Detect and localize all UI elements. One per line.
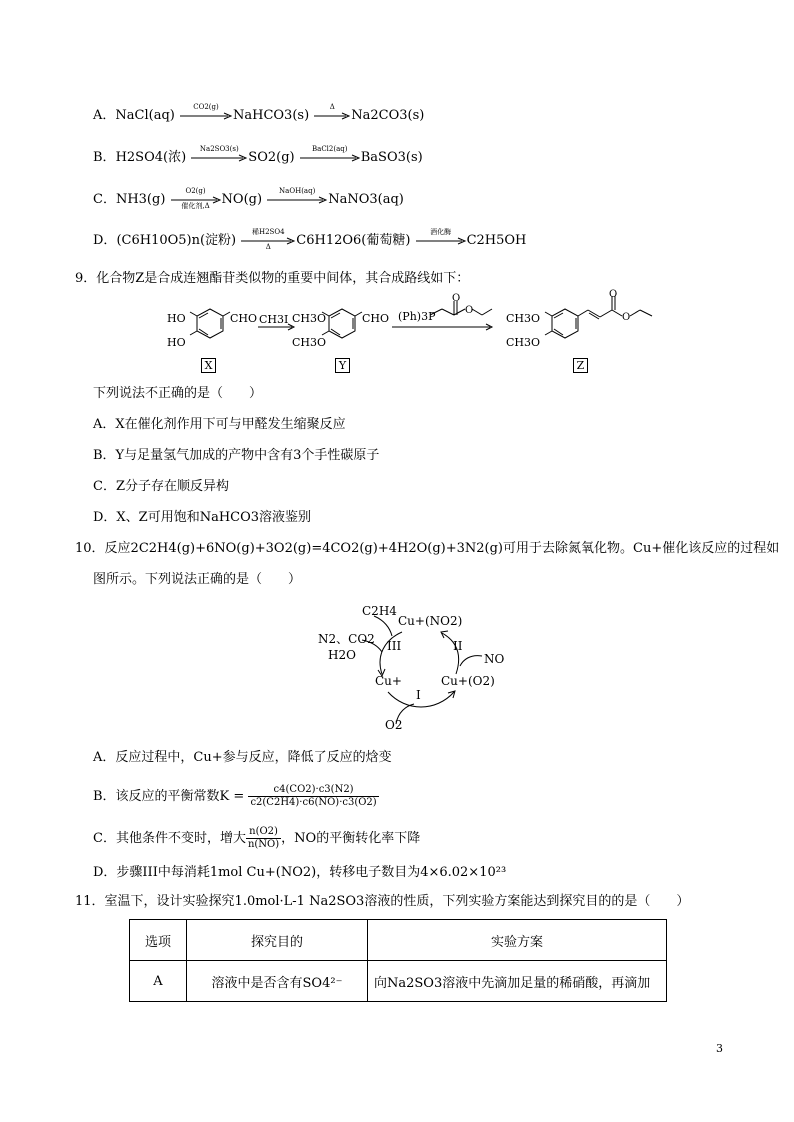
y-och3-bottom: CH3O	[292, 336, 327, 349]
z-och3-bottom: CH3O	[506, 336, 541, 349]
q8a-start: NaCl(aq)	[115, 108, 175, 123]
x-cho: CHO	[230, 312, 258, 325]
header-purpose: 探究目的	[187, 920, 368, 961]
reaction-arrow: 稀H2SO4 Δ	[241, 237, 295, 245]
label-x: X	[201, 358, 216, 373]
benzene-ring-z	[552, 309, 578, 338]
cell-purpose: 溶液中是否含有SO4²⁻	[187, 961, 368, 1002]
cell-plan: 向Na2SO3溶液中先滴加足量的稀硝酸，再滴加	[368, 961, 667, 1002]
step-i-label: I	[416, 688, 421, 702]
svg-text:O: O	[622, 312, 631, 323]
q9-option-b: B．Y与足量氢气加成的产物中含有3个手性碳原子	[93, 448, 380, 463]
benzene-ring-y	[329, 309, 355, 338]
q9-stem: 9．化合物Z是合成连翘酯苷类似物的重要中间体，其合成路线如下：	[75, 271, 470, 286]
x-ho-bottom: HO	[167, 336, 186, 349]
q8-option-b: B．H2SO4(浓) Na2SO3(s) SO2(g) BaCl2(aq) BaSO3(s)	[93, 144, 423, 165]
table-header-row	[130, 920, 667, 961]
q10-option-d: D．步骤III中每消耗1mol Cu+(NO2)，转移电子数目为4×6.02×10²³	[93, 865, 507, 880]
ratio-fraction: $\frac{n(O2)}{n(NO)}$	[247, 826, 280, 850]
page-number: 3	[716, 1042, 723, 1055]
reaction-arrow: Δ	[314, 112, 350, 120]
species-no: NO	[484, 652, 505, 666]
q10-option-b: B．该反应的平衡常数K = $\frac{c4(CO2)\cdot c3(N2)}{c2(C2H4)\cdot c6(NO)\cdot c3(O2)}$	[93, 784, 377, 808]
svg-text:O: O	[609, 289, 618, 300]
q9-option-a: A．X在催化剂作用下可与甲醛发生缩聚反应	[93, 417, 346, 432]
y-och3-top: CH3O	[292, 312, 327, 325]
q9-option-c: C．Z分子存在顺反异构	[93, 479, 229, 494]
step-iii-label: III	[387, 639, 402, 653]
label-y: Y	[335, 358, 350, 373]
reaction-arrow: Na2SO3(s)	[191, 154, 247, 162]
q10-stem-line1: 10．反应2C2H4(g)+6NO(g)+3O2(g)=4CO2(g)+4H2O(g)+3N2(g)可用于去除氮氧化物。Cu+催化该反应的过程如	[75, 541, 780, 556]
q10-option-c: C．其他条件不变时，增大 $\frac{n(O2)}{n(NO)}$ ，NO的平衡转化率下降	[93, 826, 421, 850]
q8-option-c: C．NH3(g) O2(g) 催化剂,Δ NO(g) NaOH(aq) NaNO3(aq)	[93, 186, 404, 210]
reagent-ylide: (Ph)3P	[398, 310, 436, 323]
species-n2-co2: N2、CO2	[318, 632, 375, 646]
benzene-ring-x	[197, 309, 223, 338]
x-ho-top: HO	[167, 312, 186, 325]
svg-text:O: O	[465, 305, 474, 316]
species-o2: O2	[385, 718, 403, 732]
q10-option-a: A．反应过程中，Cu+参与反应，降低了反应的焓变	[93, 750, 392, 765]
reaction-arrow: O2(g) 催化剂,Δ	[171, 196, 221, 204]
reaction-arrow: NaOH(aq)	[267, 196, 327, 204]
z-och3-top: CH3O	[506, 312, 541, 325]
header-option: 选项	[130, 920, 187, 961]
reaction-arrow: BaCl2(aq)	[300, 154, 360, 162]
q8-option-a: A．NaCl(aq) CO2(g) NaHCO3(s) Δ Na2CO3(s)	[93, 102, 425, 123]
cell-option: A	[130, 961, 187, 1002]
svg-text:O: O	[452, 293, 461, 304]
synthesis-scheme	[160, 289, 660, 360]
species-cu-no2: Cu+(NO2)	[398, 614, 463, 628]
q9-ask: 下列说法不正确的是（ ）	[93, 386, 263, 401]
table-row	[130, 961, 667, 1002]
species-c2h4: C2H4	[362, 604, 397, 618]
k-expression: $\frac{c4(CO2)\cdot c3(N2)}{c2(C2H4)\cdot c6(NO)\cdot c3(O2)}$	[250, 784, 377, 808]
q8-option-d: D．(C6H10O5)n(淀粉) 稀H2SO4 Δ C6H12O6(葡萄糖) 酒化酶 C2H5OH	[93, 227, 527, 251]
reaction-arrow: 酒化酶	[416, 237, 466, 245]
q10-stem-line2: 图所示。下列说法正确的是（ ）	[93, 572, 302, 587]
step-ii-label: II	[453, 639, 463, 653]
experiment-table	[129, 919, 667, 1002]
species-cu: Cu+	[375, 674, 402, 688]
reagent-ch3i: CH3I	[259, 313, 289, 326]
q11-stem: 11．室温下，设计实验探究1.0mol·L-1 Na2SO3溶液的性质，下列实验方案能达到探究目的的是（ ）	[75, 894, 690, 909]
reaction-arrow: CO2(g)	[180, 112, 232, 120]
y-cho: CHO	[362, 312, 390, 325]
species-cu-o2: Cu+(O2)	[441, 674, 495, 688]
q9-option-d: D．X、Z可用饱和NaHCO3溶液鉴别	[93, 510, 312, 525]
header-plan: 实验方案	[368, 920, 667, 961]
label-z: Z	[573, 358, 588, 373]
species-h2o: H2O	[328, 648, 356, 662]
